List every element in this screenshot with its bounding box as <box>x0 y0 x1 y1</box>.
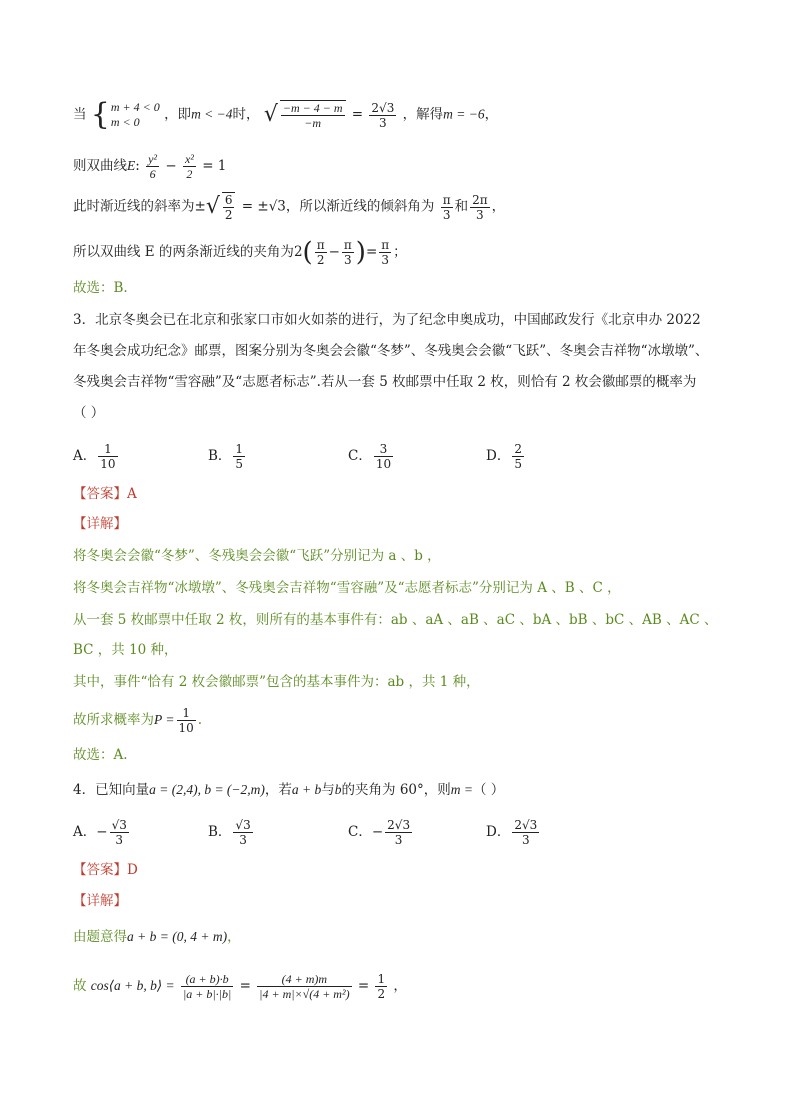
numerator: √3 <box>111 818 127 832</box>
sign: − <box>371 824 384 840</box>
denominator: 10 <box>375 457 392 471</box>
fraction <box>512 818 539 847</box>
denominator: 10 <box>100 457 116 471</box>
q3-solution-5: 其中，事件“恰有 2 枚会徽邮票”包含的基本事件为：ab ，共 1 种， <box>73 674 480 690</box>
fraction <box>441 193 453 222</box>
equals: = <box>239 978 251 994</box>
case-2: m < 0 <box>110 115 140 129</box>
text: ， <box>227 929 241 945</box>
fraction <box>385 818 412 847</box>
denominator: 2 <box>186 167 193 181</box>
text: 则双曲线 <box>73 158 127 174</box>
equals: = <box>357 978 370 994</box>
text: ， <box>491 198 506 215</box>
denominator: 3 <box>115 833 124 847</box>
denominator: −m <box>304 116 322 130</box>
denominator: 5 <box>235 457 244 471</box>
cases <box>111 100 160 130</box>
numerator: π <box>316 238 325 252</box>
case-1: m + 4 < 0 <box>110 100 160 114</box>
text: 此时渐近线的斜率为 <box>73 198 195 215</box>
fraction <box>110 818 129 847</box>
math: E <box>127 158 136 173</box>
denominator: 10 <box>178 721 194 735</box>
option-label: A． <box>73 448 97 464</box>
fraction <box>375 972 387 1001</box>
denominator: 3 <box>521 833 530 847</box>
q4-option-c <box>348 818 414 847</box>
numerator: π <box>381 238 390 252</box>
denominator: 6 <box>149 167 156 181</box>
q3-solution-2: 将冬奥会吉祥物“冰墩墩”、冬残奥会吉祥物“雪容融”及“志愿者标志”分别记为 A 、B 、C ， <box>73 580 621 596</box>
q3-answer: 【答案】A <box>73 486 137 502</box>
q4-option-d <box>486 818 541 847</box>
text: 故 <box>73 978 87 994</box>
line-angle <box>73 238 407 267</box>
option-label: D． <box>486 448 511 464</box>
numerator: (4 + m)m <box>257 972 351 987</box>
text: : <box>135 158 140 174</box>
numerator: 2π <box>472 192 488 207</box>
fraction <box>512 442 524 471</box>
minus: − <box>328 244 340 260</box>
math: a = (2,4), b = (−2,m) <box>149 782 265 797</box>
numerator: 2√3 <box>514 818 538 832</box>
fraction <box>315 238 327 267</box>
paren: ) <box>355 237 366 268</box>
fraction <box>470 193 490 222</box>
math: b <box>334 782 342 797</box>
equals: = <box>351 106 364 123</box>
text: 和 <box>454 198 469 215</box>
text: . <box>197 712 203 728</box>
numerator: 2 <box>514 442 522 456</box>
math: a + b <box>291 782 322 797</box>
text: 2 <box>293 244 303 260</box>
sqrt-fraction <box>280 100 346 130</box>
option-label: C． <box>348 448 372 464</box>
text: ； <box>393 244 407 260</box>
numerator: √3 <box>235 818 251 832</box>
fraction <box>233 442 245 471</box>
fraction <box>369 101 396 130</box>
denominator: |a + b|·|b| <box>182 987 232 1001</box>
denominator: |4 + m|×√(4 + m²) <box>259 987 350 1001</box>
numerator: 2√3 <box>387 818 411 832</box>
numerator: −m − 4 − m <box>282 101 343 115</box>
line-slope <box>73 192 505 222</box>
option-label: B． <box>208 448 232 464</box>
numerator: 6 <box>224 193 233 207</box>
math: m < −4 <box>191 106 233 122</box>
numerator: 1 <box>377 972 386 986</box>
denominator: 3 <box>239 833 247 847</box>
q3-solution-3: 从一套 5 枚邮票中任取 2 枚，则所有的基本事件有：ab 、aA 、aB 、aC 、bA 、bB 、bC 、AB 、AC 、 <box>73 612 718 628</box>
denominator: 3 <box>344 253 352 267</box>
fraction <box>257 972 351 1001</box>
sign: − <box>96 824 108 840</box>
numerator: x² <box>184 152 194 166</box>
math: m = −6 <box>443 106 485 122</box>
text: 时， <box>232 106 260 123</box>
text: 故所求概率为 <box>73 712 154 728</box>
option-label: D． <box>486 824 511 840</box>
text: ， <box>393 978 407 994</box>
q4-option-a <box>73 818 131 847</box>
numerator: 3 <box>374 442 393 457</box>
q3-option-b <box>208 442 247 471</box>
fraction <box>374 442 393 471</box>
denominator: 5 <box>514 457 522 471</box>
numerator: 1 <box>235 442 244 456</box>
denominator: 3 <box>442 207 451 222</box>
option-label: B． <box>208 824 232 840</box>
q3-stem-2: 年冬奥会成功纪念》邮票，图案分别为冬奥会会徽“冬梦”、冬残奥会会徽“飞跃”、冬奥会吉祥物“冰墩墩”、 <box>73 343 709 359</box>
q3-solution-6 <box>73 706 202 735</box>
math: P = <box>154 712 175 727</box>
denominator: 3 <box>476 207 484 222</box>
denominator: 2 <box>316 253 325 267</box>
q3-stem-3: 冬残奥会吉祥物“雪容融”及“志愿者标志”.若从一套 5 枚邮票中任取 2 枚，则恰有 2 枚会徽邮票的概率为 <box>73 374 697 390</box>
text: ， <box>484 106 499 123</box>
q4-stem <box>73 780 504 800</box>
line-case-condition <box>73 97 499 132</box>
q3-option-a <box>73 442 120 471</box>
option-label: A． <box>73 824 97 840</box>
numerator: y² <box>148 152 158 166</box>
math: m = <box>450 782 473 797</box>
text: ± <box>194 198 206 215</box>
denominator: 2 <box>224 208 233 222</box>
option-label: C． <box>348 824 372 840</box>
q3-solution-4: BC ，共 10 种， <box>73 642 178 658</box>
sqrt-fraction <box>222 192 236 222</box>
text: 4．已知向量 <box>73 782 150 798</box>
q3-solution-7: 故选：A. <box>73 747 128 763</box>
sqrt-sign: √ <box>263 102 278 127</box>
denominator: 2 <box>377 987 386 1001</box>
denominator: 3 <box>381 253 390 267</box>
fraction <box>183 152 196 181</box>
minus: − <box>165 158 177 174</box>
text: 所以双曲线 E 的两条渐近线的夹角为 <box>73 244 294 260</box>
fraction <box>177 706 196 735</box>
q3-option-d <box>486 442 526 471</box>
numerator: π <box>442 192 451 207</box>
denominator: 3 <box>394 833 403 847</box>
q3-option-c <box>348 442 395 471</box>
line-choice-b: 故选：B. <box>73 280 128 296</box>
fraction <box>146 152 159 181</box>
numerator: 1 <box>177 706 196 721</box>
sqrt-sign: √ <box>205 194 220 219</box>
text: 与 <box>321 782 335 798</box>
q4-answer: 【答案】D <box>73 862 138 878</box>
text: ，解得 <box>402 106 444 123</box>
fraction <box>181 972 233 1001</box>
text: 的夹角为 60°，则 <box>341 782 451 798</box>
denominator: 3 <box>379 115 387 130</box>
numerator: π <box>343 238 352 252</box>
numerator: (a + b)·b <box>181 972 233 987</box>
equals: = <box>365 244 378 260</box>
q3-stem-4: （ ） <box>73 405 105 421</box>
text: （ ） <box>473 782 505 798</box>
math: cos⟨a + b, b⟩ = <box>90 978 175 993</box>
text: ，若 <box>264 782 292 798</box>
q4-solution-2 <box>73 972 407 1001</box>
q4-solution-1 <box>73 927 241 947</box>
q3-stem-1: 3．北京冬奥会已在北京和张家口市如火如荼的进行，为了纪念申奥成功，中国邮政发行《北京申办 2022 <box>73 312 701 328</box>
text: 当 <box>73 106 87 123</box>
q4-detail-heading: 【详解】 <box>73 893 127 909</box>
text: 由题意得 <box>73 929 127 945</box>
fraction <box>379 238 391 267</box>
fraction <box>98 442 117 471</box>
fraction <box>233 818 252 847</box>
paren: ( <box>302 237 313 268</box>
brace: { <box>90 97 110 132</box>
q3-detail-heading: 【详解】 <box>73 516 127 532</box>
fraction <box>342 238 354 267</box>
math: a + b = (0, 4 + m) <box>127 929 228 944</box>
q3-solution-1: 将冬奥会会徽“冬梦”、冬残奥会会徽“飞跃”分别记为 a 、b ， <box>73 548 441 564</box>
text: ，所以渐近线的倾斜角为 <box>285 198 435 215</box>
line-hyperbola <box>73 152 226 181</box>
q4-option-b <box>208 818 255 847</box>
numerator: 2√3 <box>371 100 395 115</box>
text: = 1 <box>202 158 227 174</box>
numerator: 1 <box>98 442 117 457</box>
text: = ±√3 <box>241 198 286 215</box>
text: ，即 <box>164 106 192 123</box>
